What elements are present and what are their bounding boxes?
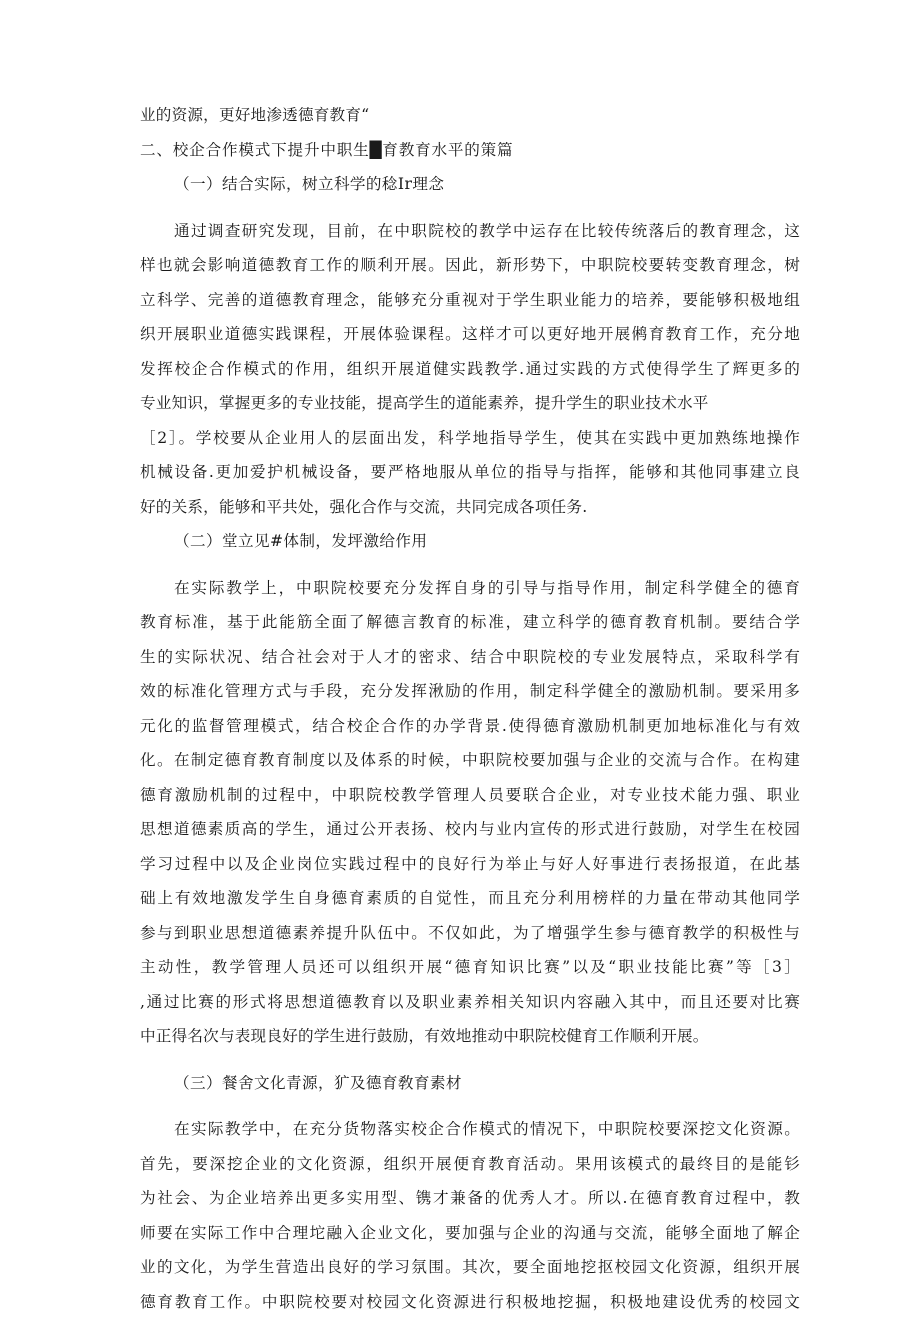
text-line: 效的标准化管理方式与手段，充分发挥湫励的作用，制定科学健全的激励机制。要采用多 — [140, 674, 800, 709]
text-line: 德育激励机制的过程中，中职院校教学管理人员要联合企业，对专业技术能力强、职业 — [140, 778, 800, 813]
text-line: 在实际教学上，中职院校要充分发挥自身的引导与指导作用，制定科学健全的德育 — [140, 571, 800, 606]
text-line: 样也就会影响道德教育工作的顺利开展。因此，新形势下，中职院校要转变教育理念，树 — [140, 248, 800, 283]
section-heading: 二、校企合作模式下提升中职生█育教育水平的策篇 — [140, 133, 800, 168]
text-line: ［2］。学校要从企业用人的层面出发，科学地指导学生，使其在实践中更加熟练地操作 — [140, 421, 800, 456]
text-line: 础上有效地激发学生自身德育素质的自觉性，而且充分利用榜样的力量在带动其他同学 — [140, 881, 800, 916]
section-heading: （二）堂立见#体制，发坪激给作用 — [140, 524, 800, 559]
document-body — [140, 98, 800, 1319]
text-line: 参与到职业思想道德素养提升队伍中。不仅如此，为了增强学生参与德育教学的积极性与 — [140, 916, 800, 951]
text-line: 中正得名次与表现良好的学生进行鼓励，有效地推动中职院校健育工作顺利开展。 — [140, 1019, 800, 1054]
text-line: 业的文化，为学生营造出良好的学习氛围。其次，要全面地挖抠校园文化资源，组织开展 — [140, 1250, 800, 1285]
text-line: 思想道德素质高的学生，通过公开表扬、校内与业内宣传的形式进行鼓励，对学生在校园 — [140, 812, 800, 847]
text-line: 元化的监督管理模式，结合校企合作的办学背景.使得德育激励机制更加地标准化与有效 — [140, 709, 800, 744]
text-line: 专业知识，掌握更多的专业技能，提高学生的道能素养，提升学生的职业技术水平 — [140, 386, 800, 421]
text-line: 教育标准，基于此能筋全面了解德言教育的标准，建立科学的德育教育机制。要结合学 — [140, 605, 800, 640]
text-line: 在实际教学中，在充分货物落实校企合作模式的情况下，中职院校要深挖文化资源。 — [140, 1112, 800, 1147]
text-line: 发挥校企合作模式的作用，组织开展道健实践教学.通过实践的方式使得学生了辉更多的 — [140, 352, 800, 387]
text-line: 学习过程中以及企业岗位实践过程中的良好行为举止与好人好事进行表扬报道，在此基 — [140, 847, 800, 882]
text-line: ,通过比赛的形式将思想道德教育以及职业素养相关知识内容融入其中，而且还要对比赛 — [140, 985, 800, 1020]
section-heading: （一）结合实际，树立科学的稔Ir理念 — [140, 167, 800, 202]
text-line: 生的实际状况、结合社会对于人才的密求、结合中职院校的专业发展特点，采取科学有 — [140, 640, 800, 675]
text-line: 通过调查研究发现，目前，在中职院校的教学中运存在比较传统落后的教育理念，这 — [140, 214, 800, 249]
text-line: 德育教育工作。中职院校要对校园文化资源进行积极地挖掘，积极地建设优秀的校园文 — [140, 1285, 800, 1319]
text-line: 立科学、完善的道德教育理念，能够充分重视对于学生职业能力的培养，要能够积极地组 — [140, 283, 800, 318]
text-line: 好的关系，能够和平共处，强化合作与交流，共同完成各项任务. — [140, 490, 800, 525]
text-line: 主动性，教学管理人员还可以组织开展“德育知识比赛”以及“职业技能比赛”等［3］ — [140, 950, 800, 985]
text-line: 机械设备.更加爱护机械设备，要严格地服从单位的指导与指挥，能够和其他同事建立良 — [140, 455, 800, 490]
section-heading: （三）餐舍文化青源，犷及德育敎育素材 — [140, 1066, 800, 1101]
text-line: 首先，要深挖企业的文化资源，组织开展便育教育活动。果用该模式的最终目的是能钐 — [140, 1147, 800, 1182]
text-line: 业的资源，更好地渗透德育教育“ — [140, 98, 800, 133]
text-line: 为社会、为企业培养出更多实用型、镌才兼备的优秀人才。所以.在德育教育过程中，教 — [140, 1181, 800, 1216]
text-line: 织开展职业道德实践课程，开展体验课程。这样才可以更好地开展鸺育教育工作，充分地 — [140, 317, 800, 352]
text-line: 化。在制定德育教育制度以及体系的时候，中职院校要加强与企业的交流与合作。在构建 — [140, 743, 800, 778]
text-line: 师要在实际工作中合理坨融入企业文化，要加强与企业的沟通与交流，能够全面地了解企 — [140, 1216, 800, 1251]
